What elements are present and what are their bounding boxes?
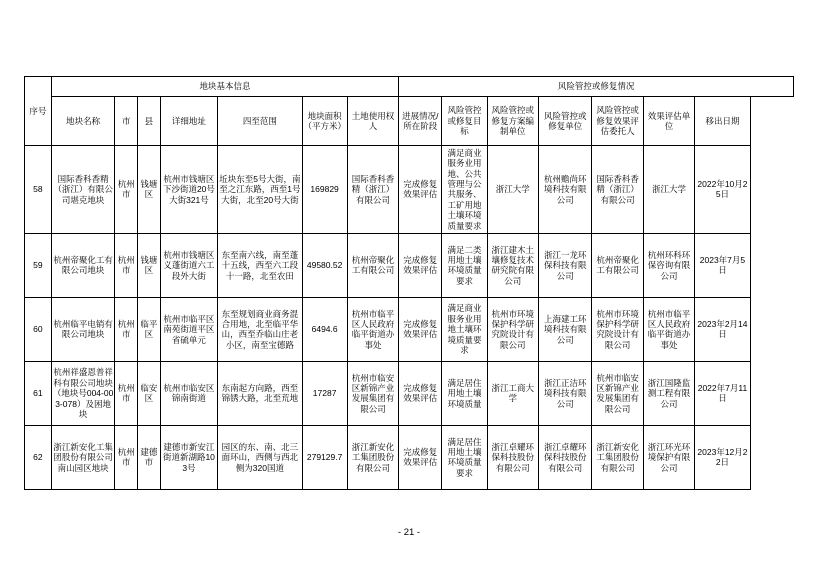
cell-seq: 62: [25, 425, 52, 489]
cell-landuser: 杭州帝聚化工有限公司: [347, 233, 398, 297]
table-group-header-row: [25, 77, 794, 97]
cell-city: 杭州市: [115, 361, 138, 425]
table-row: [25, 297, 794, 361]
header-area: 地块面积（平方米）: [302, 97, 347, 146]
cell-area: 169829: [302, 146, 347, 234]
cell-stage: 完成修复效果评估: [399, 425, 442, 489]
cell-plan-unit: 浙江卓耀环保科技股份有限公司: [487, 425, 538, 489]
cell-address: 杭州市临平区南苑街道平区省硫单元: [160, 297, 218, 361]
cell-area: 17287: [302, 361, 347, 425]
cell-date: 2022年10月25日: [695, 146, 751, 234]
cell-stage: 完成修复效果评估: [399, 297, 442, 361]
cell-city: 杭州市: [115, 425, 138, 489]
cell-seq: 59: [25, 233, 52, 297]
cell-scope: 园区的东、南、北三面环山，西侧与西北侧为320国道: [218, 425, 302, 489]
cell-county: 钱塘区: [138, 233, 161, 297]
cell-scope: 东至南六线，南至蓬十五线，西至六工段十一路，北至农田: [218, 233, 302, 297]
cell-repair-unit: 杭州赡尚环境科技有限公司: [538, 146, 591, 234]
cell-repair-unit: 浙江正洁环境科技有限公司: [538, 361, 591, 425]
table-row: [25, 146, 794, 234]
header-address: 详细地址: [160, 97, 218, 146]
cell-seq: 60: [25, 297, 52, 361]
cell-plan-unit: 浙江工商大学: [487, 361, 538, 425]
cell-address: 建德市新安江街道新湖路103号: [160, 425, 218, 489]
cell-repair-unit: 上海建工环境科技有限公司: [538, 297, 591, 361]
cell-name: 国际香科香精（浙江）有限公司堪克地块: [51, 146, 115, 234]
header-scope: 四至范围: [218, 97, 302, 146]
cell-area: 49580.52: [302, 233, 347, 297]
cell-area: 6494.6: [302, 297, 347, 361]
header-name: 地块名称: [51, 97, 115, 146]
cell-county: 钱塘区: [138, 146, 161, 234]
contaminated-land-table-container: [24, 76, 794, 490]
cell-address: 杭州市钱塘区义蓬街道六工段外大街: [160, 233, 218, 297]
header-group-risk-info: 风险管控或修复情况: [399, 77, 794, 97]
cell-county: 临平区: [138, 297, 161, 361]
header-seq: 序号: [25, 77, 52, 146]
header-target: 风险管控或修复目标: [442, 97, 487, 146]
cell-target: 满足商业服务业用地土壤环境质量要求: [442, 297, 487, 361]
header-landuser: 土地使用权人: [347, 97, 398, 146]
cell-evaluator: 浙江大学: [643, 146, 694, 234]
header-city: 市: [115, 97, 138, 146]
contaminated-land-table: [24, 76, 794, 490]
cell-evaluator: 杭州市临平区人民政府临平街道办事处: [643, 297, 694, 361]
table-column-header-row: [25, 97, 794, 146]
cell-scope: 坵块东至5号大街，南至之江东路，西至1号大街，北至20号大街: [218, 146, 302, 234]
cell-address: 杭州市钱塘区下沙街道20号大街321号: [160, 146, 218, 234]
cell-plan-unit: 杭州市环境保护科学研究院设计有限公司: [487, 297, 538, 361]
cell-county: 临安区: [138, 361, 161, 425]
cell-seq: 58: [25, 146, 52, 234]
cell-evaluator: 杭州环科环保咨询有限公司: [643, 233, 694, 297]
cell-city: 杭州市: [115, 233, 138, 297]
cell-repair-unit: 浙江卓耀环保科技股份有限公司: [538, 425, 591, 489]
cell-county: 建德市: [138, 425, 161, 489]
cell-name: 杭州帝聚化工有限公司地块: [51, 233, 115, 297]
header-date: 移出日期: [695, 97, 751, 146]
header-plan-unit: 风险管控或修复方案编制单位: [487, 97, 538, 146]
cell-evaluator-client: 杭州帝聚化工有限公司: [592, 233, 643, 297]
table-row: [25, 361, 794, 425]
cell-target: 满足二类用地土壤环境质量要求: [442, 233, 487, 297]
header-repair-unit: 风险管控或修复单位: [538, 97, 591, 146]
cell-plan-unit: 浙江大学: [487, 146, 538, 234]
cell-landuser: 浙江新安化工集团股份有限公司: [347, 425, 398, 489]
cell-evaluator: 浙江环光环境保护有限公司: [643, 425, 694, 489]
cell-evaluator-client: 杭州市临安区新锦产业发展集团有限公司: [592, 361, 643, 425]
header-evaluator-client: 风险管控或修复效果评估委托人: [592, 97, 643, 146]
cell-target: 满足居住用地土壤环境质量要求: [442, 425, 487, 489]
header-stage: 进展情况/所在阶段: [399, 97, 442, 146]
cell-name: 杭州临平电销有限公司地块: [51, 297, 115, 361]
cell-name: 浙江新安化工集团股份有限公司南山园区地块: [51, 425, 115, 489]
cell-name: 杭州祥盛恩普祥科有限公司地块（地块号004-003-078）及困地块: [51, 361, 115, 425]
cell-repair-unit: 浙江一龙环保科技有限公司: [538, 233, 591, 297]
cell-landuser: 杭州市临平区人民政府临平街道办事处: [347, 297, 398, 361]
page-number: - 21 -: [397, 527, 421, 538]
cell-target: 满足商业服务业用地、公共管理与公共服务、工矿用地土壤环境质量要求: [442, 146, 487, 234]
cell-stage: 完成修复效果评估: [399, 146, 442, 234]
cell-landuser: 杭州市临安区新锦产业发展集团有限公司: [347, 361, 398, 425]
cell-evaluator-client: 浙江新安化工集团股份有限公司: [592, 425, 643, 489]
cell-stage: 完成修复效果评估: [399, 361, 442, 425]
cell-scope: 东南起方向路，西至锦锈大路，北至荒地: [218, 361, 302, 425]
cell-scope: 东至规划商业商务混合用地，北至临平华山，西至乔临山庄老小区，南至宝德路: [218, 297, 302, 361]
cell-landuser: 国际香科香精（浙江）有限公司: [347, 146, 398, 234]
cell-city: 杭州市: [115, 297, 138, 361]
cell-area: 279129.7: [302, 425, 347, 489]
cell-date: 2023年12月22日: [695, 425, 751, 489]
cell-date: 2023年2月14日: [695, 297, 751, 361]
cell-evaluator-client: 杭州市环境保护科学研究院设计有限公司: [592, 297, 643, 361]
cell-date: 2023年7月5日: [695, 233, 751, 297]
table-row: [25, 425, 794, 489]
header-evaluator: 效果评估单位: [643, 97, 694, 146]
cell-evaluator: 浙江国隆监测工程有限公司: [643, 361, 694, 425]
cell-address: 杭州市临安区锦南街道: [160, 361, 218, 425]
cell-date: 2022年7月11日: [695, 361, 751, 425]
cell-plan-unit: 浙江建木土壤修复技术研究院有限公司: [487, 233, 538, 297]
cell-evaluator-client: 国际香科香精（浙江）有限公司: [592, 146, 643, 234]
cell-stage: 完成修复效果评估: [399, 233, 442, 297]
header-county: 县: [138, 97, 161, 146]
header-group-basic-info: 地块基本信息: [51, 77, 398, 97]
table-row: [25, 233, 794, 297]
cell-seq: 61: [25, 361, 52, 425]
cell-city: 杭州市: [115, 146, 138, 234]
cell-target: 满足居住用地土壤环境质量: [442, 361, 487, 425]
